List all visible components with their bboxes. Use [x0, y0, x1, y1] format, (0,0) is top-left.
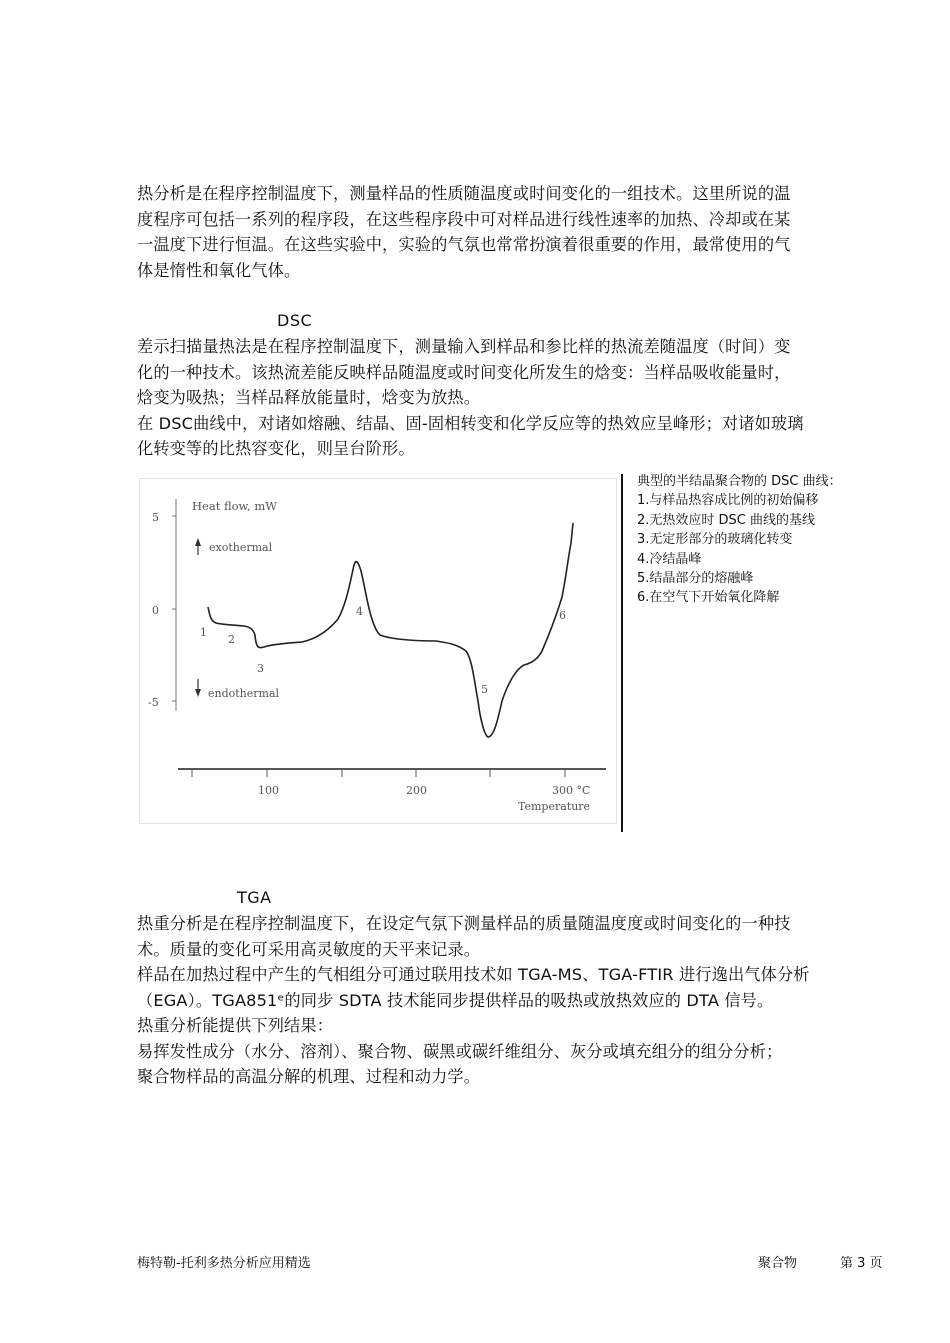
dsc-heading: DSC	[277, 311, 313, 330]
peak-label: 3	[257, 662, 264, 675]
dsc-curve-svg	[140, 479, 616, 823]
exothermal-arrow-icon	[195, 538, 201, 546]
y-tick-label: -5	[148, 696, 159, 709]
x-tick-label: 100	[258, 784, 279, 797]
tga-line: 术。质量的变化可采用高灵敏度的天平来记录。	[137, 939, 481, 959]
exothermal-label: exothermal	[209, 541, 273, 554]
intro-line: 热分析是在程序控制温度下，测量样品的性质随温度或时间变化的一组技术。这里所说的温	[137, 184, 791, 203]
peak-label: 5	[481, 683, 488, 696]
endothermal-arrow-icon	[195, 689, 201, 697]
footer-title: 梅特勒-托利多热分析应用精选	[137, 1256, 311, 1271]
footer-category: 聚合物	[758, 1256, 798, 1271]
tga-line: 易挥发性成分（水分、溶剂）、聚合物、碳黑或碳纤维组分、灰分或填充组分的组分分析；	[137, 1041, 783, 1061]
tga-line: 聚合物样品的高温分解的机理、过程和动力学。	[137, 1067, 481, 1086]
legend-line: 典型的半结晶聚合物的 DSC 曲线：	[637, 474, 842, 489]
tga-line: 样品在加热过程中产生的气相组分可通过联用技术如 TGA-MS、TGA-FTIR 进行逸出气体分析	[137, 965, 810, 984]
peak-label: 1	[200, 626, 207, 639]
tga-line: 热重分析是在程序控制温度下，在设定气氛下测量样品的质量随温度度或时间变化的一种技	[137, 914, 791, 933]
footer-page-number: 第 3 页	[840, 1256, 883, 1271]
intro-paragraph	[137, 181, 885, 283]
figure-divider	[621, 474, 623, 826]
dsc-line: 在 DSC曲线中，对诸如熔融、结晶、固-固相转变和化学反应等的热效应呈峰形；对诸如玻璃	[137, 413, 804, 433]
tga-line: （EGA）。TGA851ᵉ的同步 SDTA 技术能同步提供样品的吸热或放热效应的 DTA 信号。	[137, 990, 774, 1010]
x-axis-title: Temperature	[518, 800, 591, 813]
figure-divider-tick	[621, 826, 623, 832]
dsc-line: 焓变为吸热；当样品释放能量时，焓变为放热。	[137, 388, 481, 407]
peak-label: 2	[228, 633, 235, 646]
y-axis-title: Heat flow, mW	[192, 499, 278, 513]
figure-legend	[637, 472, 842, 608]
intro-line: 度程序可包括一系列的程序段，在这些程序段中可对样品进行线性速率的加热、冷却或在某	[137, 209, 791, 229]
dsc-paragraph	[137, 334, 885, 462]
legend-line: 1.与样品热容成比例的初始偏移	[637, 493, 819, 509]
peak-label: 4	[356, 605, 363, 618]
intro-line: 一温度下进行恒温。在这些实验中，实验的气氛也常常扮演着很重要的作用，最常使用的气	[137, 235, 791, 254]
intro-line: 体是惰性和氧化气体。	[137, 260, 301, 280]
dsc-line: 差示扫描量热法是在程序控制温度下，测量输入到样品和参比样的热流差随温度（时间）变	[137, 337, 791, 356]
tga-line: 热重分析能提供下列结果：	[137, 1016, 334, 1035]
x-tick-label: 300 °C	[552, 784, 591, 797]
legend-line: 2.无热效应时 DSC 曲线的基线	[637, 512, 816, 528]
dsc-line: 化的一种技术。该热流差能反映样品随温度或时间变化所发生的焓变：当样品吸收能量时，	[137, 362, 791, 382]
legend-line: 6.在空气下开始氧化降解	[637, 590, 780, 606]
x-tick-label: 200	[406, 784, 427, 797]
y-tick-label: 5	[152, 511, 159, 524]
dsc-curve	[208, 523, 573, 737]
legend-line: 3.无定形部分的玻璃化转变	[637, 532, 793, 548]
legend-line: 5.结晶部分的熔融峰	[637, 571, 754, 587]
tga-heading: TGA	[237, 888, 272, 907]
legend-line: 4.冷结晶峰	[637, 551, 702, 567]
dsc-line: 化转变等的比热容变化，则呈台阶形。	[137, 439, 415, 458]
tga-paragraph	[137, 911, 885, 1090]
endothermal-label: endothermal	[208, 687, 280, 700]
y-tick-label: 0	[152, 604, 159, 617]
dsc-curve-figure	[139, 478, 617, 824]
peak-label: 6	[559, 609, 566, 622]
